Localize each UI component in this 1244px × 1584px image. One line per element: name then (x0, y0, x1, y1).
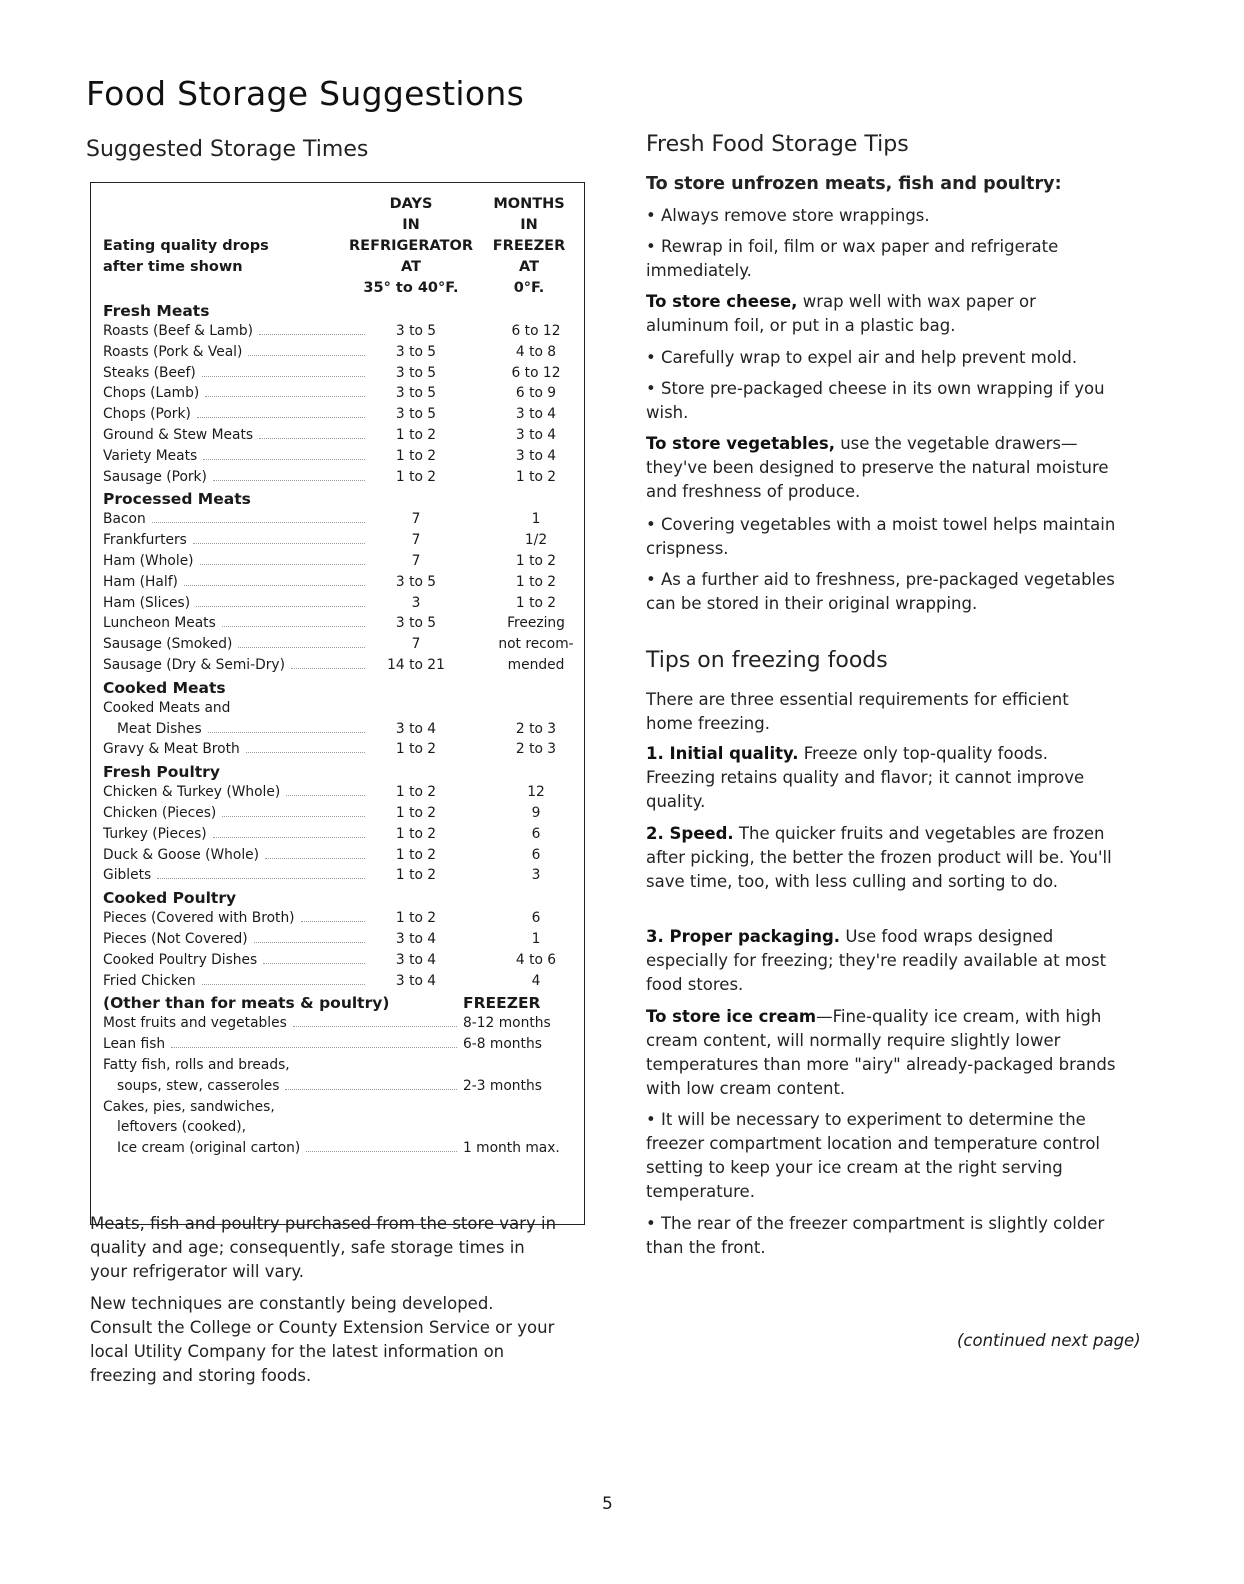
dot-leader (222, 626, 365, 627)
dot-leader (184, 585, 365, 586)
table-row (103, 467, 573, 488)
dot-leader (208, 732, 365, 733)
dot-leader (213, 480, 365, 481)
refrigerator-days: 14 to 21 (387, 656, 445, 673)
table-note (103, 236, 269, 278)
column-header-line: FREEZER (492, 238, 566, 254)
ice-cream-paragraph (646, 1005, 1116, 1101)
table-row (103, 971, 573, 992)
freezer-months: not recom- (498, 636, 574, 653)
table-row (103, 719, 573, 740)
dot-leader (196, 606, 365, 607)
table-row (103, 865, 573, 886)
freezer-months: 6 (531, 846, 541, 863)
vegetables-bullet: • As a further aid to freshness, pre-packaged vegetables can be stored in their original wrapping. (646, 570, 1115, 613)
food-item: Fatty fish, rolls and breads, (103, 1056, 290, 1073)
freezer-months: 6 to 12 (511, 323, 561, 339)
dot-leader (263, 963, 365, 964)
table-section-heading: Processed Meats (103, 490, 251, 509)
dot-leader (238, 647, 365, 648)
freezing-intro: There are three essential requirements for efficient home freezing. (646, 690, 1069, 733)
table-row (103, 929, 573, 950)
table-row (103, 342, 573, 363)
cheese-text: wrap well with wax paper or aluminum foil, or put in a plastic bag. (646, 292, 1036, 335)
refrigerator-days: 3 to 5 (395, 323, 437, 339)
table-row (103, 363, 573, 384)
food-item: Cakes, pies, sandwiches, (103, 1098, 275, 1115)
table-section-heading (103, 991, 573, 1013)
food-item: Frankfurters (103, 532, 187, 549)
table-row (103, 824, 573, 845)
table-row (103, 655, 573, 676)
continued-note: (continued next page) (957, 1331, 1141, 1350)
freezer-months: 1/2 (524, 532, 548, 549)
column-header-line: 35° to 40°F. (363, 280, 459, 296)
food-item: Chops (Lamb) (103, 385, 200, 402)
ice-cream-bullet: • It will be necessary to experiment to determine the freezer compartment location and temperature control setting to keep your ice cream at the right serving temperature. (646, 1110, 1100, 1201)
ice-cream-lead: To store ice cream (646, 1007, 817, 1026)
refrigerator-days: 3 to 5 (395, 385, 437, 402)
extension-service-paragraph: New techniques are constantly being developed. Consult the College or County Extension Service or your local Utility Company for the latest information on freezing and storing foods. (90, 1294, 555, 1385)
freezer-column-heading: FREEZER (463, 994, 541, 1013)
refrigerator-days: 1 to 2 (395, 468, 437, 485)
ice-cream-text: —Fine-quality ice cream, with high cream content, will normally require slightly lower temperatures than more "airy" already-packaged brands with low cream content. (646, 1007, 1116, 1098)
food-item: Sausage (Dry & Semi-Dry) (103, 656, 285, 673)
food-item: Sausage (Pork) (103, 468, 207, 485)
food-item: Turkey (Pieces) (103, 825, 207, 842)
food-item: Fried Chicken (103, 972, 196, 989)
requirement-lead: 1. Initial quality. (646, 744, 799, 763)
dot-leader (213, 837, 365, 838)
refrigerator-days: 7 (411, 511, 421, 528)
table-row (103, 1076, 573, 1097)
refrigerator-days: 3 to 4 (395, 930, 437, 947)
dot-leader (248, 355, 365, 356)
table-row (103, 613, 573, 634)
requirement-text: The quicker fruits and vegetables are frozen after picking, the better the frozen product will be. You'll save time, too, with less culling and sorting to do. (646, 824, 1112, 891)
column-header-line: IN (520, 217, 538, 233)
freezer-duration: 2-3 months (463, 1077, 542, 1094)
dot-leader (285, 1089, 457, 1090)
freezer-duration: 1 month max. (463, 1140, 560, 1157)
section-heading-freezing-tips: Tips on freezing foods (646, 648, 888, 673)
freezer-months: 3 (531, 867, 541, 884)
vegetables-text: use the vegetable drawers—they've been designed to preserve the natural moisture and freshness of produce. (646, 434, 1109, 501)
refrigerator-days: 1 to 2 (395, 741, 437, 758)
vegetables-paragraph (646, 432, 1116, 504)
food-item: Ham (Slices) (103, 594, 191, 611)
dot-leader (259, 334, 365, 335)
freezer-months: 4 (531, 972, 541, 989)
section-heading-storage-times: Suggested Storage Times (86, 137, 369, 162)
table-row (103, 1013, 573, 1034)
refrigerator-days: 1 to 2 (395, 910, 437, 927)
freezer-months: 1 (531, 511, 541, 528)
food-item: Bacon (103, 511, 146, 528)
dot-leader (222, 816, 365, 817)
table-row (103, 446, 573, 467)
refrigerator-days: 7 (411, 532, 421, 549)
refrigerator-days: 3 to 4 (395, 951, 437, 968)
freezer-months: 12 (527, 784, 545, 801)
refrigerator-days: 3 to 5 (395, 406, 437, 423)
vegetables-bullet: • Covering vegetables with a moist towel helps maintain crispness. (646, 515, 1116, 558)
food-item: Giblets (103, 867, 152, 884)
food-item: Variety Meats (103, 447, 198, 464)
table-row (103, 1097, 573, 1118)
food-item: Luncheon Meats (103, 615, 216, 632)
table-row (103, 593, 573, 614)
refrigerator-days: 1 to 2 (395, 447, 437, 464)
food-item: Meat Dishes (117, 720, 202, 737)
food-item: Pieces (Covered with Broth) (103, 910, 295, 927)
table-row (103, 1055, 573, 1076)
dot-leader (246, 752, 365, 753)
freezer-months: 2 to 3 (515, 720, 557, 737)
requirement-initial-quality (646, 742, 1116, 814)
meats-bullet: • Rewrap in foil, film or wax paper and refrigerate immediately. (646, 237, 1059, 280)
freezer-months: 3 to 4 (515, 447, 557, 464)
column-header-line: DAYS (389, 196, 433, 212)
refrigerator-days: 1 to 2 (395, 426, 437, 443)
freezer-months: 6 to 12 (511, 364, 561, 381)
food-item: Chops (Pork) (103, 406, 191, 423)
column-header-freezer (479, 194, 579, 299)
table-row (103, 383, 573, 404)
requirement-text: Use food wraps designed especially for freezing; they're readily available at most food stores. (646, 927, 1107, 994)
freezer-months: 6 (531, 825, 541, 842)
food-item: Roasts (Beef & Lamb) (103, 323, 253, 339)
table-row (103, 634, 573, 655)
requirement-lead: 3. Proper packaging. (646, 927, 841, 946)
requirement-lead: 2. Speed. (646, 824, 734, 843)
storage-times-table (90, 182, 585, 1225)
refrigerator-days: 3 (411, 594, 421, 611)
food-item: Ground & Stew Meats (103, 426, 254, 443)
freezer-months: 6 to 9 (515, 385, 557, 402)
dot-leader (203, 459, 365, 460)
storage-note-paragraph: Meats, fish and poultry purchased from the store vary in quality and age; consequently, safe storage times in your refrigerator will vary. (90, 1214, 557, 1281)
food-item: Sausage (Smoked) (103, 636, 233, 653)
requirement-text: Freeze only top-quality foods. Freezing retains quality and flavor; it cannot improve quality. (646, 744, 1085, 811)
freezer-months: 3 to 4 (515, 406, 557, 423)
food-item: Duck & Goose (Whole) (103, 846, 260, 863)
food-item: soups, stew, casseroles (117, 1077, 280, 1094)
page-title: Food Storage Suggestions (86, 74, 525, 113)
freezer-months: 1 (531, 930, 541, 947)
dot-leader (291, 668, 365, 669)
table-row (103, 845, 573, 866)
food-item: Roasts (Pork & Veal) (103, 343, 243, 360)
table-row (103, 551, 573, 572)
refrigerator-days: 3 to 4 (395, 720, 437, 737)
column-header-line: AT (519, 259, 539, 275)
table-row (103, 908, 573, 929)
food-item: Chicken (Pieces) (103, 804, 217, 821)
column-header-line: AT (401, 259, 421, 275)
freezer-months: 9 (531, 804, 541, 821)
cheese-bullet: • Carefully wrap to expel air and help prevent mold. (646, 348, 1078, 367)
column-header-line: IN (402, 217, 420, 233)
freezer-months: 6 (531, 910, 541, 927)
food-item: Ice cream (original carton) (117, 1140, 301, 1157)
table-row (103, 530, 573, 551)
requirement-speed (646, 822, 1116, 894)
dot-leader (152, 522, 365, 523)
refrigerator-days: 3 to 4 (395, 972, 437, 989)
refrigerator-days: 1 to 2 (395, 867, 437, 884)
refrigerator-days: 3 to 5 (395, 364, 437, 381)
table-note-line: after time shown (103, 259, 243, 275)
food-item: Lean fish (103, 1036, 166, 1053)
refrigerator-days: 1 to 2 (395, 846, 437, 863)
food-item: Cooked Poultry Dishes (103, 951, 258, 968)
meats-lead: To store unfrozen meats, fish and poultry: (646, 174, 1062, 194)
cheese-paragraph (646, 290, 1116, 338)
table-section-heading: Cooked Poultry (103, 889, 237, 908)
table-row (103, 404, 573, 425)
food-item: Steaks (Beef) (103, 364, 196, 381)
column-header-line: MONTHS (493, 196, 565, 212)
column-header-line: REFRIGERATOR (349, 238, 473, 254)
dot-leader (306, 1151, 457, 1152)
dot-leader (254, 942, 365, 943)
freezer-months: 1 to 2 (515, 552, 557, 569)
refrigerator-days: 1 to 2 (395, 784, 437, 801)
food-item: Most fruits and vegetables (103, 1015, 287, 1032)
food-item: leftovers (cooked), (117, 1119, 247, 1136)
dot-leader (301, 921, 365, 922)
food-item: Ham (Half) (103, 573, 178, 590)
freezer-duration: 8-12 months (463, 1015, 551, 1032)
food-item: Chicken & Turkey (Whole) (103, 784, 281, 801)
page-number: 5 (602, 1494, 613, 1514)
food-item: Gravy & Meat Broth (103, 741, 240, 758)
meats-bullet: • Always remove store wrappings. (646, 206, 930, 225)
table-row (103, 950, 573, 971)
freezer-months: Freezing (507, 615, 565, 632)
table-section-heading: Fresh Meats (103, 302, 210, 320)
freezer-months: 4 to 6 (515, 951, 557, 968)
table-row (103, 425, 573, 446)
dot-leader (200, 564, 365, 565)
dot-leader (265, 858, 365, 859)
freezer-duration: 6-8 months (463, 1036, 542, 1053)
table-row (103, 739, 573, 760)
dot-leader (293, 1026, 457, 1027)
freezer-months: mended (507, 656, 565, 673)
food-item: Pieces (Not Covered) (103, 930, 248, 947)
food-item: Ham (Whole) (103, 552, 194, 569)
column-header-refrigerator (346, 194, 476, 299)
dot-leader (171, 1047, 457, 1048)
vegetables-lead: To store vegetables, (646, 434, 835, 453)
table-section-heading: Fresh Poultry (103, 763, 220, 782)
cheese-lead: To store cheese, (646, 292, 798, 311)
column-header-line: 0°F. (513, 280, 545, 296)
section-heading-fresh-tips: Fresh Food Storage Tips (646, 132, 909, 157)
dot-leader (259, 438, 365, 439)
dot-leader (202, 984, 365, 985)
dot-leader (193, 543, 365, 544)
table-row (103, 1034, 573, 1055)
table-body (103, 299, 573, 1159)
refrigerator-days: 3 to 5 (395, 343, 437, 360)
freezer-months: 2 to 3 (515, 741, 557, 758)
table-note-line: Eating quality drops (103, 238, 269, 254)
table-row (103, 1138, 573, 1159)
table-row (103, 698, 573, 719)
refrigerator-days: 3 to 5 (395, 615, 437, 632)
table-row (103, 321, 573, 342)
dot-leader (197, 417, 365, 418)
freezer-months: 3 to 4 (515, 426, 557, 443)
refrigerator-days: 7 (411, 636, 421, 653)
freezer-months: 4 to 8 (515, 343, 557, 360)
dot-leader (202, 376, 365, 377)
other-heading: (Other than for meats & poultry) (103, 994, 390, 1013)
dot-leader (205, 396, 365, 397)
ice-cream-bullet: • The rear of the freezer compartment is slightly colder than the front. (646, 1214, 1105, 1257)
refrigerator-days: 1 to 2 (395, 804, 437, 821)
refrigerator-days: 7 (411, 552, 421, 569)
freezer-months: 1 to 2 (515, 573, 557, 590)
dot-leader (286, 795, 365, 796)
table-row (103, 803, 573, 824)
table-row (103, 1117, 573, 1138)
requirement-packaging (646, 925, 1116, 997)
freezer-months: 1 to 2 (515, 594, 557, 611)
table-section-heading: Cooked Meats (103, 678, 226, 697)
table-row (103, 509, 573, 530)
refrigerator-days: 3 to 5 (395, 573, 437, 590)
table-row (103, 782, 573, 803)
dot-leader (157, 878, 365, 879)
cheese-bullet: • Store pre-packaged cheese in its own wrapping if you wish. (646, 379, 1105, 422)
food-item: Cooked Meats and (103, 699, 231, 716)
table-row (103, 572, 573, 593)
refrigerator-days: 1 to 2 (395, 825, 437, 842)
freezer-months: 1 to 2 (515, 468, 557, 485)
